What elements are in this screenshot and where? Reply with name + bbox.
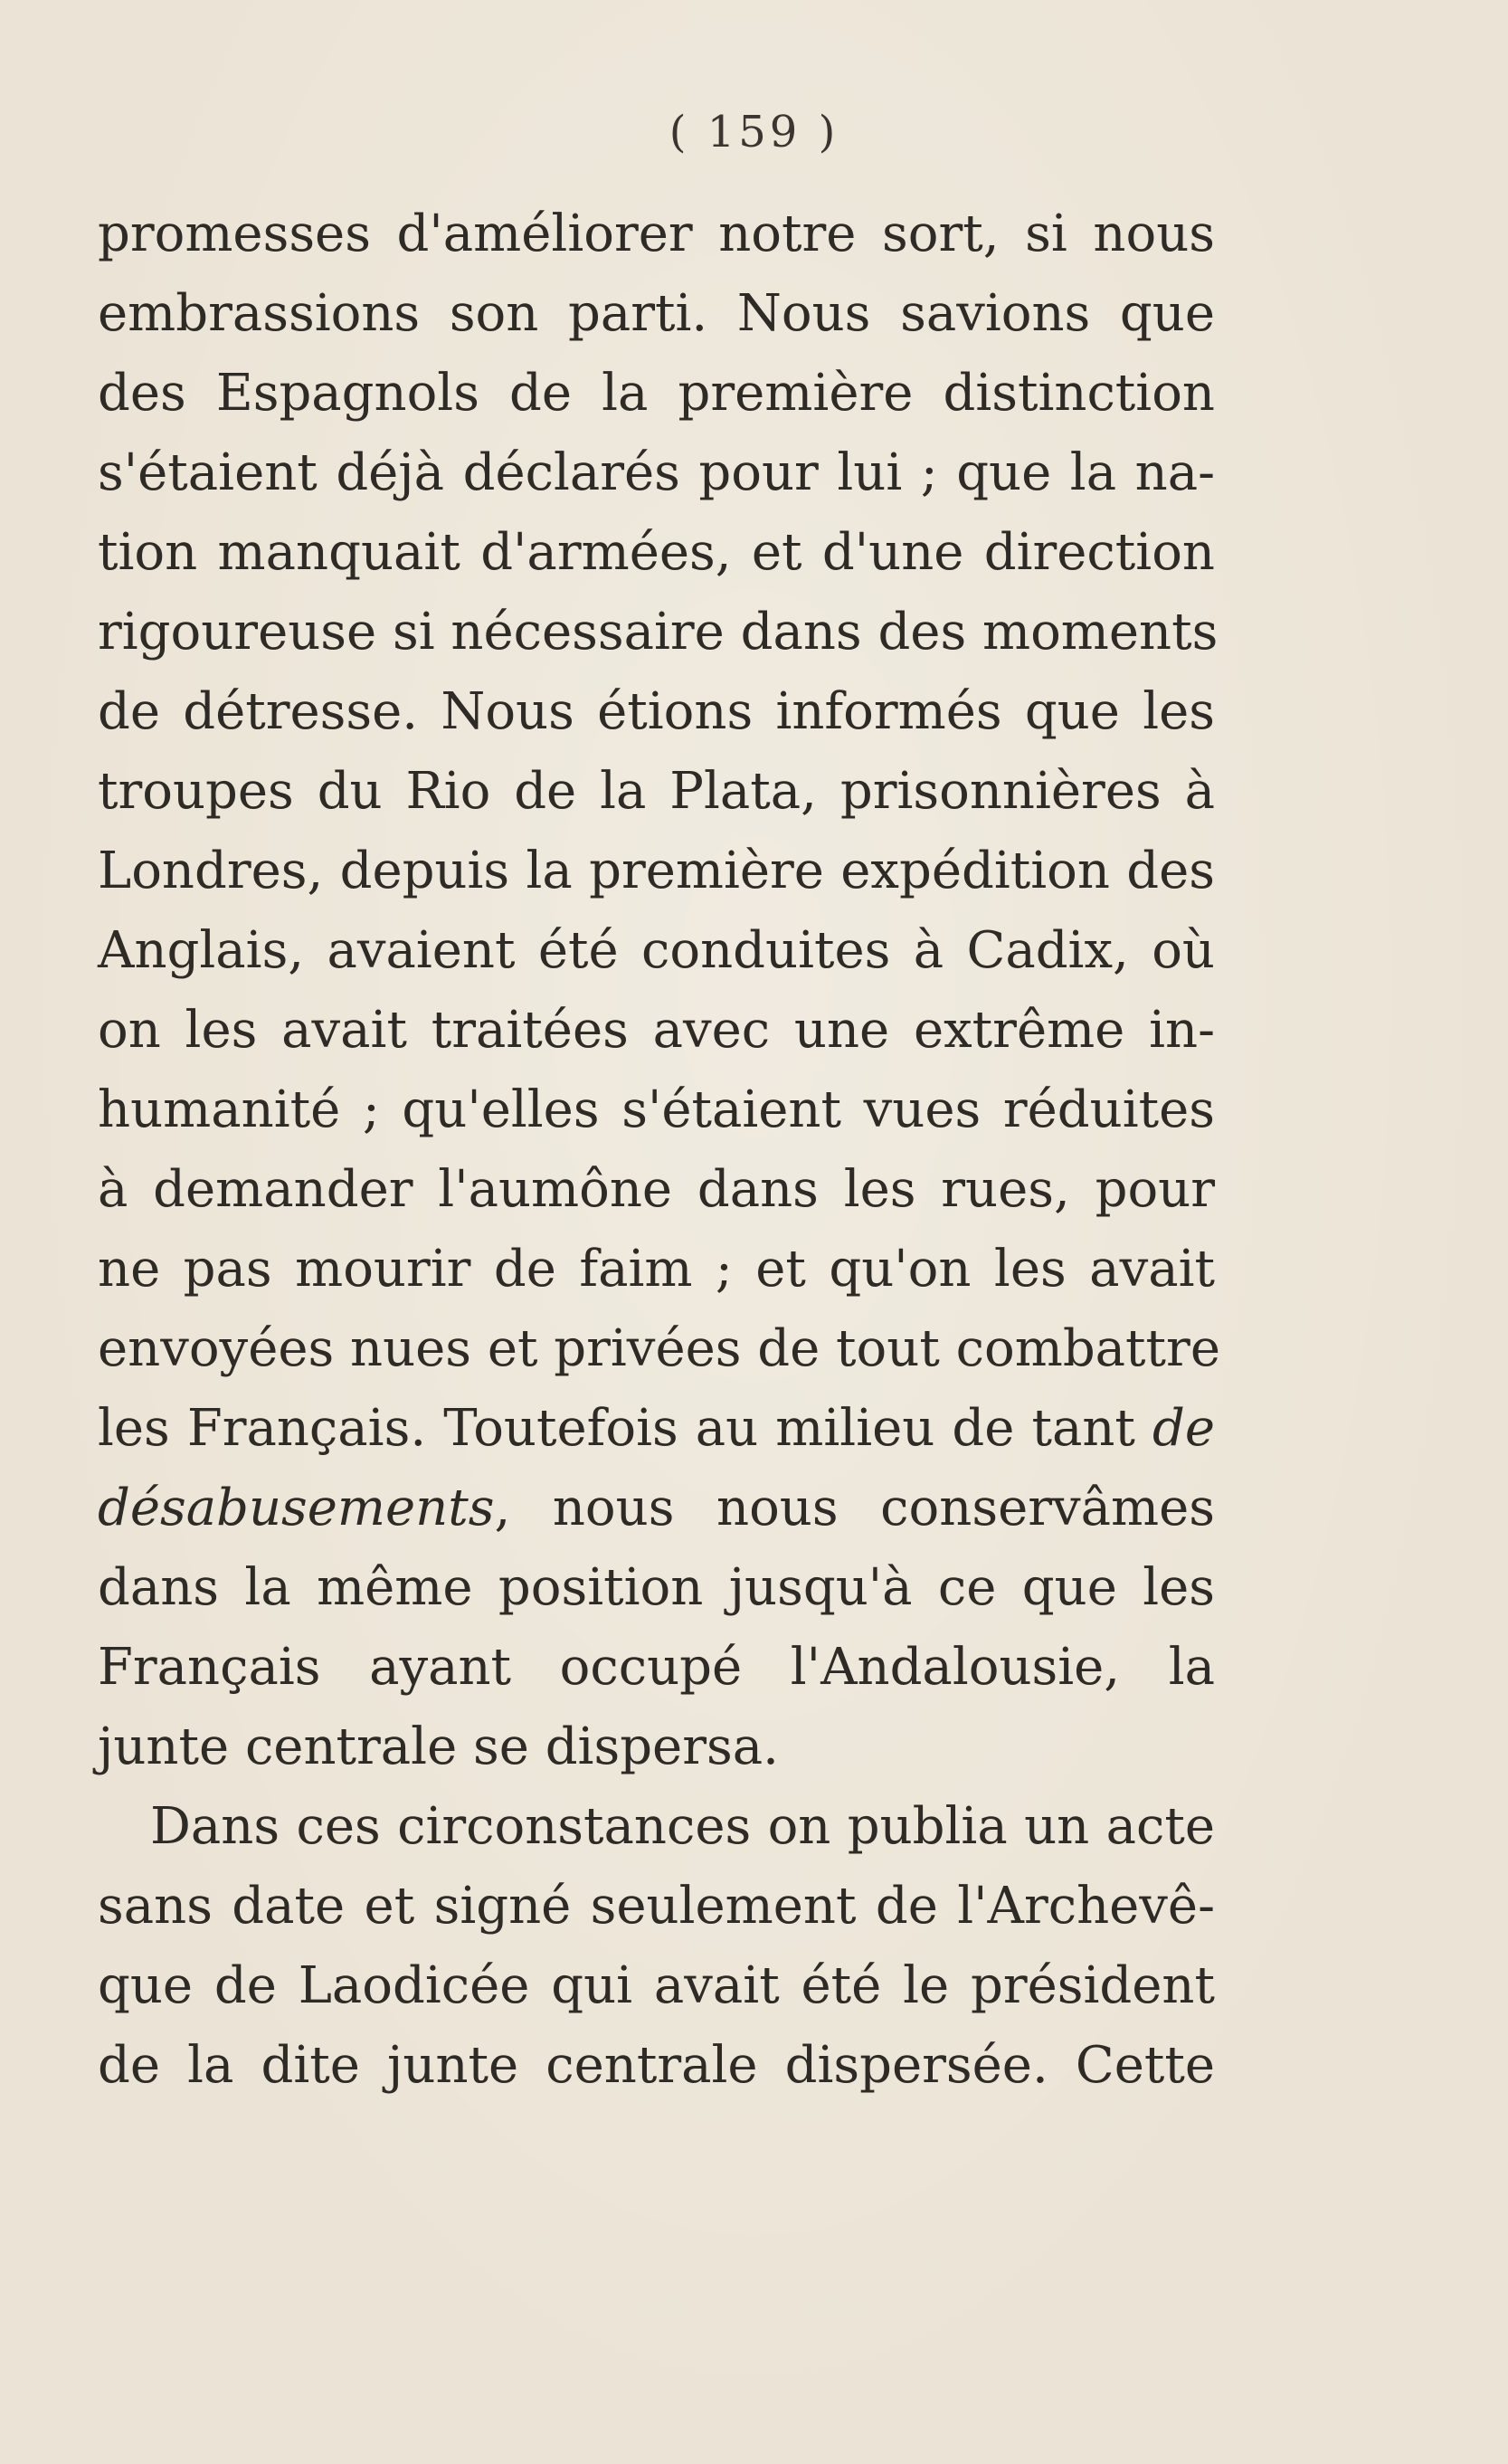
text-line-7: de détresse. Nous étions informés que les [98, 682, 1215, 741]
page-body-text [98, 195, 1220, 2106]
comma-after-italic: , [494, 1479, 511, 1537]
text-line-19: Français ayant occupé l'Andalousie, la [98, 1638, 1215, 1697]
italic-word-desabusements: désabusements [98, 1479, 495, 1537]
text-line-22: sans date et signé seulement de l'Archevê- [98, 1877, 1215, 1936]
text-line-8: troupes du Rio de la Plata, prisonnières à [98, 762, 1215, 821]
text-line-4: s'étaient déjà déclarés pour lui ; que la na- [98, 443, 1215, 502]
page-number: ( 159 ) [669, 107, 839, 157]
text-line-21: Dans ces circonstances on publia un acte [150, 1797, 1215, 1856]
text-line-16-main: les Français. Toutefois au milieu de tant [98, 1399, 1135, 1458]
text-line-24: de la dite junte centrale dispersée. Cette [98, 2036, 1215, 2095]
text-line-9: Londres, depuis la première expédition des [98, 842, 1215, 900]
text-line-5: tion manquait d'armées, et d'une direction [98, 523, 1215, 582]
text-line-6: rigoureuse si nécessaire dans des moments [98, 603, 1219, 661]
text-line-18: dans la même position jusqu'à ce que les [98, 1558, 1215, 1617]
text-line-13: à demander l'aumône dans les rues, pour [98, 1160, 1215, 1219]
text-line-23: que de Laodicée qui avait été le président [98, 1956, 1215, 2015]
text-line-11: on les avait traitées avec une extrême in- [98, 1001, 1215, 1060]
text-line-17-main: nous nous conservâmes [552, 1479, 1215, 1537]
text-line-16 [98, 1389, 1215, 1469]
text-line-14: ne pas mourir de faim ; et qu'on les avait [98, 1240, 1215, 1299]
italic-word-de: de [1152, 1399, 1215, 1458]
text-line-12: humanité ; qu'elles s'étaient vues réduites [98, 1080, 1215, 1139]
text-line-20: junte centrale se dispersa. [98, 1717, 779, 1776]
text-line-1: promesses d'améliorer notre sort, si nous [98, 205, 1215, 263]
text-line-3: des Espagnols de la première distinction [98, 364, 1215, 423]
text-line-15: envoyées nues et privées de tout combattre [98, 1319, 1220, 1378]
text-line-2: embrassions son parti. Nous savions que [98, 284, 1215, 343]
text-line-10: Anglais, avaient été conduites à Cadix, où [98, 921, 1215, 980]
text-line-17 [98, 1469, 1215, 1548]
